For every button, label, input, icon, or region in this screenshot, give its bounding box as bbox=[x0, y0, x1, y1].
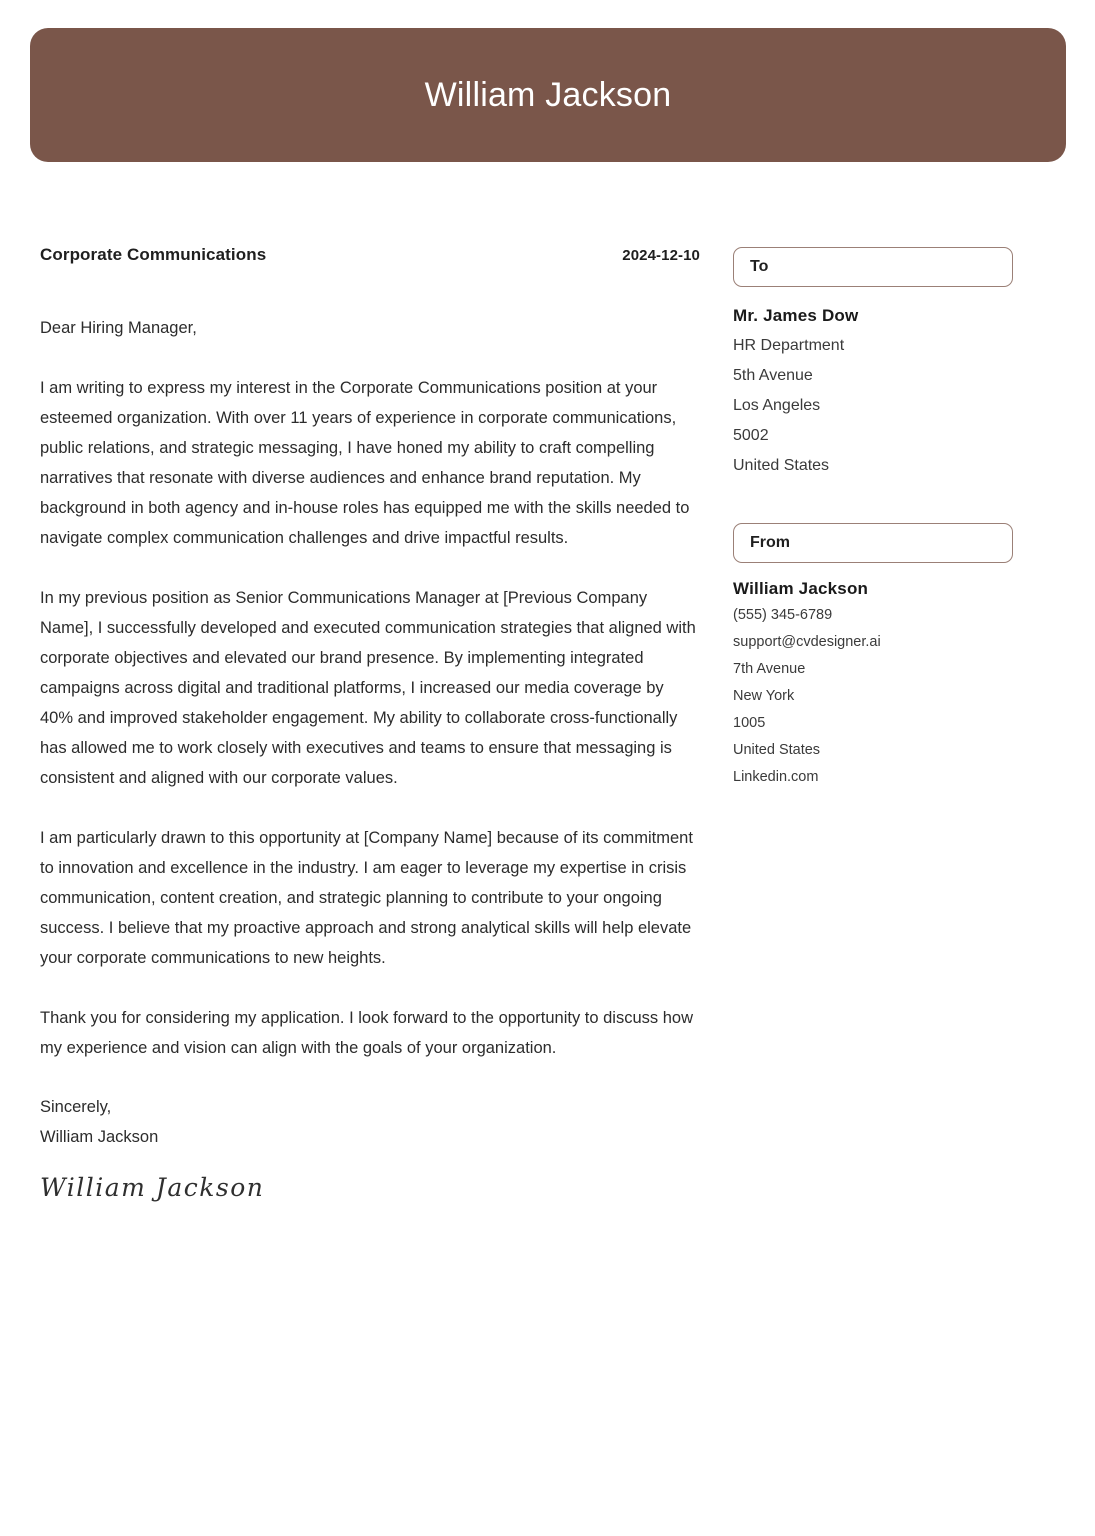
letter-paragraph-2: In my previous position as Senior Communications Manager at [Previous Company Name], I successfully developed and executed communication strategies that aligned with corporate objectives and elevated our brand presence. By implementing integrated campaigns across digital and traditional platforms, I increased our media coverage by 40% and improved stakeholder engagement. My ability to collaborate cross-functionally has allowed me to work closely with executives and teams to ensure that messaging is consistent and aligned with our corporate values. bbox=[40, 589, 696, 787]
sender-address-line: New York bbox=[733, 688, 795, 704]
to-address-line: United States bbox=[733, 457, 830, 474]
from-section bbox=[733, 523, 1025, 791]
to-address-line: 5th Avenue bbox=[733, 367, 813, 384]
subject-row bbox=[40, 245, 700, 265]
sender-phone: (555) 345-6789 bbox=[733, 607, 833, 623]
to-address-line: HR Department bbox=[733, 337, 845, 354]
sender-address-line: 7th Avenue bbox=[733, 661, 806, 677]
to-address-line: Los Angeles bbox=[733, 397, 821, 414]
closing-salutation: Sincerely, bbox=[40, 1098, 112, 1116]
letter-column bbox=[40, 162, 700, 1202]
to-address-block bbox=[733, 301, 1025, 481]
from-chip bbox=[733, 523, 1013, 563]
letter-paragraph-3: I am particularly drawn to this opportunity at [Company Name] because of its commitment to innovation and excellence in the industry. I am eager to leverage my expertise in crisis communication, content creation, and strategic planning to contribute to your ongoing success. I believe that my proactive approach and strong analytical skills will help elevate your corporate communications to new heights. bbox=[40, 829, 693, 967]
sender-website: Linkedin.com bbox=[733, 769, 819, 785]
content-columns bbox=[0, 162, 1095, 1202]
page-title: William Jackson bbox=[424, 76, 672, 114]
letter-salutation: Dear Hiring Manager, bbox=[40, 319, 197, 337]
letter-paragraph-1: I am writing to express my interest in the Corporate Communications position at your esteemed organization. With over 11 years of experience in corporate communications, public relations, and strategic messaging, I have honed my ability to craft compelling narratives that resonate with diverse audiences and enhance brand reputation. My background in both agency and in-house roles has equipped me with the skills needed to navigate complex communication challenges and drive impactful results. bbox=[40, 379, 690, 547]
sender-email: support@cvdesigner.ai bbox=[733, 634, 881, 650]
signature: William Jackson bbox=[40, 1173, 265, 1202]
recipient-name: Mr. James Dow bbox=[733, 306, 859, 325]
to-chip bbox=[733, 247, 1013, 287]
letter-paragraph-4: Thank you for considering my application. I look forward to the opportunity to discuss how my experience and vision can align with the goals of your organization. bbox=[40, 1009, 694, 1057]
letter-closing bbox=[40, 1092, 700, 1152]
letter-subject: Corporate Communications bbox=[40, 245, 267, 264]
header-banner bbox=[30, 28, 1066, 162]
from-chip-label: From bbox=[750, 534, 790, 551]
to-address-line: 5002 bbox=[733, 427, 769, 444]
sender-address-line: United States bbox=[733, 742, 821, 758]
from-address-block bbox=[733, 575, 1025, 791]
document-body bbox=[0, 162, 1095, 1202]
closing-name: William Jackson bbox=[40, 1128, 159, 1146]
address-column bbox=[733, 162, 1025, 791]
letter-date: 2024-12-10 bbox=[622, 247, 700, 264]
sender-name: William Jackson bbox=[733, 579, 869, 598]
sender-address-line: 1005 bbox=[733, 715, 766, 731]
to-chip-label: To bbox=[750, 258, 769, 275]
